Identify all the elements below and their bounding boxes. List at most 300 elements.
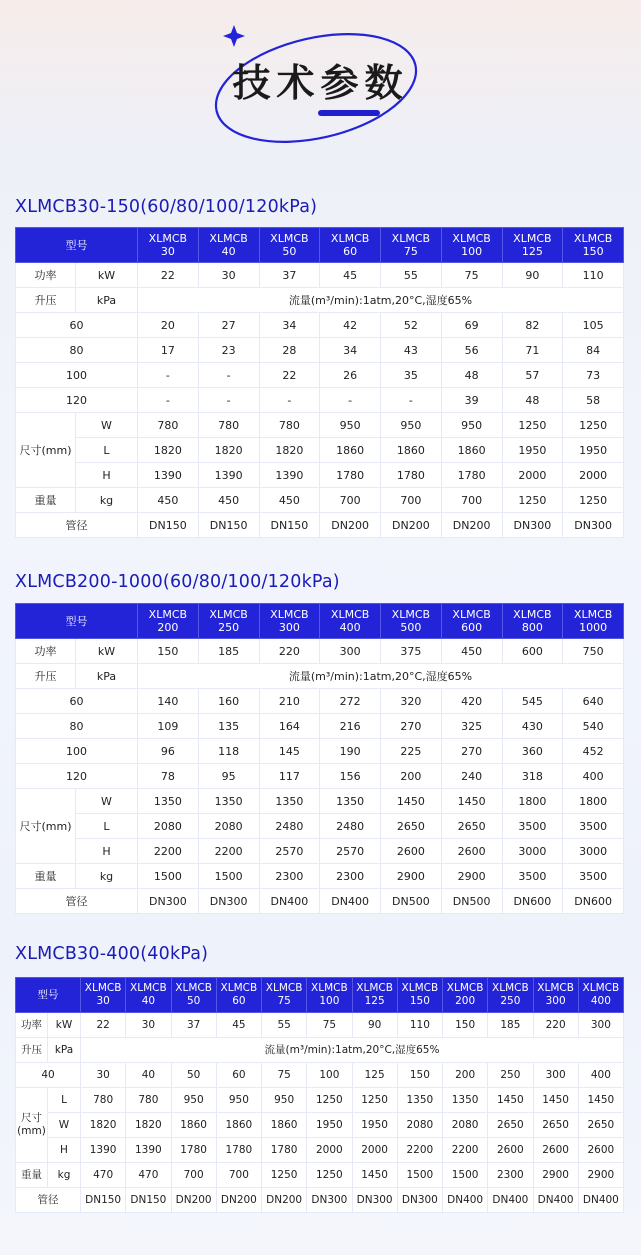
dim-H-value: 2000 <box>352 1138 397 1163</box>
flow-value: 34 <box>259 313 320 338</box>
pressure-label: 升压 <box>16 664 76 689</box>
power-value: 300 <box>320 639 381 664</box>
pipe-value: DN200 <box>381 513 442 538</box>
flow-value: - <box>320 388 381 413</box>
dim-W-value: 1450 <box>381 789 442 814</box>
dim-L-value: 780 <box>126 1088 171 1113</box>
power-value: 55 <box>381 263 442 288</box>
model-line1: XLMCB <box>265 982 303 994</box>
model-cell <box>443 978 488 1013</box>
flow-value: 60 <box>216 1063 261 1088</box>
flow-value: 96 <box>138 739 199 764</box>
flow-value: 216 <box>320 714 381 739</box>
dim-W-value: 1820 <box>81 1113 126 1138</box>
model-cell <box>533 978 578 1013</box>
flow-value: 23 <box>198 338 259 363</box>
power-value: 90 <box>502 263 563 288</box>
weight-value: 1500 <box>397 1163 442 1188</box>
model-line2: 50 <box>186 995 201 1007</box>
model-line2: 600 <box>461 621 483 634</box>
pipe-value: DN200 <box>171 1188 216 1213</box>
model-line1: XLMCB <box>311 982 348 994</box>
pressure-value: 100 <box>16 363 138 388</box>
model-line1: XLMCB <box>513 608 552 621</box>
model-line2: 250 <box>218 621 240 634</box>
dim-H-value: 3000 <box>563 839 624 864</box>
flow-value: - <box>381 388 442 413</box>
weight-value: 1250 <box>307 1163 352 1188</box>
power-value: 30 <box>126 1013 171 1038</box>
dim-H-value: 2000 <box>307 1138 352 1163</box>
dim-row-L <box>16 814 624 839</box>
dim-H-value: 2200 <box>198 839 259 864</box>
flow-value: 52 <box>381 313 442 338</box>
model-line2: 200 <box>157 621 179 634</box>
dim-row-H <box>16 463 624 488</box>
dim-W-value: 950 <box>381 413 442 438</box>
flow-row <box>16 363 624 388</box>
weight-row <box>16 488 624 513</box>
dim-L-value: 1350 <box>397 1088 442 1113</box>
flow-value: 39 <box>441 388 502 413</box>
flow-row <box>16 338 624 363</box>
size-label-line2: (mm) <box>17 1125 46 1137</box>
dim-H-value: 1390 <box>138 463 199 488</box>
dim-H-value: 2000 <box>502 463 563 488</box>
power-value: 45 <box>320 263 381 288</box>
dim-L-value: 1860 <box>381 438 442 463</box>
dim-W-value: 950 <box>320 413 381 438</box>
dim-H-label: H <box>76 839 138 864</box>
flow-value: 35 <box>381 363 442 388</box>
pipe-row <box>16 1188 624 1213</box>
flow-value: 300 <box>533 1063 578 1088</box>
power-row <box>16 263 624 288</box>
model-line2: 1000 <box>579 621 608 634</box>
spec-table-2 <box>15 603 624 914</box>
flow-value: 117 <box>259 764 320 789</box>
hero-banner <box>0 0 641 180</box>
dim-row-W <box>16 1113 624 1138</box>
flow-value: 71 <box>502 338 563 363</box>
model-line1: XLMCB <box>582 982 620 994</box>
pipe-value: DN200 <box>262 1188 307 1213</box>
header-row <box>16 604 624 639</box>
flow-value: 34 <box>320 338 381 363</box>
model-line2: 300 <box>278 621 300 634</box>
pipe-value: DN200 <box>320 513 381 538</box>
model-header: 型号 <box>16 604 138 639</box>
dim-W-value: 780 <box>198 413 259 438</box>
dim-H-label: H <box>76 463 138 488</box>
weight-value: 1250 <box>563 488 624 513</box>
dim-H-value: 1390 <box>126 1138 171 1163</box>
flow-value: 17 <box>138 338 199 363</box>
flow-value: 135 <box>198 714 259 739</box>
pressure-value: 80 <box>16 338 138 363</box>
flow-value: 540 <box>563 714 624 739</box>
flow-value: 56 <box>441 338 502 363</box>
power-value: 22 <box>138 263 199 288</box>
model-cell <box>81 978 126 1013</box>
dim-W-label: W <box>76 413 138 438</box>
power-value: 110 <box>563 263 624 288</box>
flow-value: 270 <box>381 714 442 739</box>
dim-L-label: L <box>76 814 138 839</box>
pipe-value: DN500 <box>441 889 502 914</box>
power-value: 55 <box>262 1013 307 1038</box>
power-value: 185 <box>198 639 259 664</box>
model-line2: 300 <box>545 995 566 1007</box>
flow-value: 42 <box>320 313 381 338</box>
flow-note: 流量(m³/min):1atm,20°C,湿度65% <box>81 1038 624 1063</box>
dim-W-value: 1860 <box>171 1113 216 1138</box>
model-line2: 60 <box>343 245 358 258</box>
model-line1: XLMCB <box>391 232 431 245</box>
weight-value: 450 <box>198 488 259 513</box>
flow-value: 210 <box>259 689 320 714</box>
weight-label: 重量 <box>16 864 76 889</box>
dim-L-value: 2080 <box>198 814 259 839</box>
flow-value: 145 <box>259 739 320 764</box>
model-line2: 800 <box>521 621 543 634</box>
dim-L-value: 1820 <box>259 438 320 463</box>
dim-W-value: 1860 <box>216 1113 261 1138</box>
power-unit: kW <box>48 1013 81 1038</box>
dim-H-value: 3000 <box>502 839 563 864</box>
dim-row-W <box>16 789 624 814</box>
dim-W-value: 1450 <box>441 789 502 814</box>
weight-value: 450 <box>138 488 199 513</box>
dim-L-value: 1950 <box>563 438 624 463</box>
pipe-value: DN300 <box>198 889 259 914</box>
pressure-row <box>16 1038 624 1063</box>
dim-L-value: 950 <box>171 1088 216 1113</box>
model-line2: 100 <box>461 245 483 258</box>
power-value: 22 <box>81 1013 126 1038</box>
dim-row-L <box>16 1088 624 1113</box>
pressure-row <box>16 664 624 689</box>
spec-table-1 <box>15 227 624 538</box>
model-line1: XLMCB <box>84 982 122 994</box>
dim-H-value: 2570 <box>259 839 320 864</box>
flow-value: 118 <box>198 739 259 764</box>
pipe-value: DN300 <box>397 1188 442 1213</box>
power-value: 90 <box>352 1013 397 1038</box>
flow-value: 140 <box>138 689 199 714</box>
dim-W-value: 2650 <box>578 1113 623 1138</box>
model-line1: XLMCB <box>148 232 188 245</box>
weight-value: 470 <box>81 1163 126 1188</box>
dim-row-W <box>16 413 624 438</box>
model-line1: XLMCB <box>356 982 393 994</box>
weight-value: 700 <box>381 488 442 513</box>
dim-L-value: 3500 <box>502 814 563 839</box>
size-label: 尺寸(mm) <box>16 789 76 864</box>
model-cell <box>262 978 307 1013</box>
model-header: 型号 <box>16 228 138 263</box>
header-row <box>16 978 624 1013</box>
model-line1: XLMCB <box>573 608 613 621</box>
model-cell <box>198 604 259 639</box>
model-line2: 400 <box>339 621 361 634</box>
dim-L-value: 1450 <box>488 1088 533 1113</box>
dim-W-value: 2650 <box>488 1113 533 1138</box>
flow-row <box>16 313 624 338</box>
power-value: 150 <box>138 639 199 664</box>
dim-H-value: 2200 <box>397 1138 442 1163</box>
flow-value: 545 <box>502 689 563 714</box>
dim-L-value: 1450 <box>578 1088 623 1113</box>
model-line2: 60 <box>232 995 246 1007</box>
pipe-value: DN600 <box>563 889 624 914</box>
weight-value: 3500 <box>502 864 563 889</box>
model-cell <box>381 604 442 639</box>
weight-value: 1500 <box>443 1163 488 1188</box>
dim-L-value: 1860 <box>320 438 381 463</box>
weight-row <box>16 864 624 889</box>
model-cell <box>441 228 502 263</box>
model-line1: XLMCB <box>148 608 188 621</box>
model-line1: XLMCB <box>391 608 431 621</box>
power-label: 功率 <box>16 1013 48 1038</box>
power-value: 37 <box>259 263 320 288</box>
dim-L-value: 2650 <box>381 814 442 839</box>
weight-value: 470 <box>126 1163 171 1188</box>
model-cell <box>216 978 261 1013</box>
power-value: 375 <box>381 639 442 664</box>
flow-value: 200 <box>381 764 442 789</box>
flow-value: 452 <box>563 739 624 764</box>
model-header: 型号 <box>16 978 81 1013</box>
pipe-value: DN150 <box>81 1188 126 1213</box>
model-line1: XLMCB <box>492 982 529 994</box>
flow-value: 225 <box>381 739 442 764</box>
weight-value: 1500 <box>198 864 259 889</box>
dim-L-value: 780 <box>81 1088 126 1113</box>
table-2-title: XLMCB200-1000(60/80/100/120kPa) <box>15 572 340 592</box>
weight-unit: kg <box>48 1163 81 1188</box>
model-cell <box>259 604 320 639</box>
sparkle-icon <box>223 25 245 47</box>
dim-W-value: 2650 <box>533 1113 578 1138</box>
weight-value: 700 <box>171 1163 216 1188</box>
model-line1: XLMCB <box>401 982 439 994</box>
model-cell <box>441 604 502 639</box>
weight-value: 700 <box>441 488 502 513</box>
dim-L-value: 1860 <box>441 438 502 463</box>
pipe-value: DN150 <box>259 513 320 538</box>
dim-W-value: 1820 <box>126 1113 171 1138</box>
model-cell <box>502 604 563 639</box>
model-line1: XLMCB <box>130 982 167 994</box>
power-value: 75 <box>307 1013 352 1038</box>
pressure-value: 60 <box>16 313 138 338</box>
pressure-unit: kPa <box>76 664 138 689</box>
weight-value: 2900 <box>381 864 442 889</box>
pipe-label: 管径 <box>16 513 138 538</box>
weight-value: 1250 <box>262 1163 307 1188</box>
pressure-unit: kPa <box>76 288 138 313</box>
dim-H-value: 2200 <box>138 839 199 864</box>
model-cell <box>563 604 624 639</box>
flow-value: 240 <box>441 764 502 789</box>
flow-value: 320 <box>381 689 442 714</box>
dim-H-value: 2000 <box>563 463 624 488</box>
flow-value: 82 <box>502 313 563 338</box>
flow-value: 318 <box>502 764 563 789</box>
size-label <box>16 1088 48 1163</box>
weight-value: 3500 <box>563 864 624 889</box>
flow-value: 95 <box>198 764 259 789</box>
page-title: 技术参数 <box>232 61 409 105</box>
pressure-unit: kPa <box>48 1038 81 1063</box>
flow-value: 640 <box>563 689 624 714</box>
power-value: 300 <box>578 1013 623 1038</box>
model-cell <box>563 228 624 263</box>
model-line1: XLMCB <box>270 232 309 245</box>
dim-L-value: 950 <box>262 1088 307 1113</box>
pipe-label: 管径 <box>16 1188 81 1213</box>
weight-row <box>16 1163 624 1188</box>
pipe-row <box>16 889 624 914</box>
dim-row-H <box>16 1138 624 1163</box>
flow-note: 流量(m³/min):1atm,20°C,湿度65% <box>138 288 624 313</box>
flow-value: 190 <box>320 739 381 764</box>
dim-W-value: 1800 <box>502 789 563 814</box>
flow-value: 109 <box>138 714 199 739</box>
flow-value: 78 <box>138 764 199 789</box>
model-cell <box>138 604 199 639</box>
pipe-value: DN150 <box>126 1188 171 1213</box>
pipe-value: DN300 <box>138 889 199 914</box>
model-cell <box>198 228 259 263</box>
flow-value: 200 <box>443 1063 488 1088</box>
flow-value: 20 <box>138 313 199 338</box>
flow-value: 26 <box>320 363 381 388</box>
size-label: 尺寸(mm) <box>16 413 76 488</box>
pressure-value: 120 <box>16 388 138 413</box>
table-3-title: XLMCB30-400(40kPa) <box>15 944 209 964</box>
power-value: 110 <box>397 1013 442 1038</box>
flow-value: 400 <box>563 764 624 789</box>
model-line2: 100 <box>319 995 340 1007</box>
model-line2: 125 <box>364 995 385 1007</box>
dim-L-value: 2080 <box>138 814 199 839</box>
model-line1: XLMCB <box>330 232 370 245</box>
flow-value: 69 <box>441 313 502 338</box>
flow-row <box>16 764 624 789</box>
dim-row-H <box>16 839 624 864</box>
pipe-value: DN150 <box>198 513 259 538</box>
spec-table-3 <box>15 977 624 1213</box>
flow-value: 156 <box>320 764 381 789</box>
pipe-value: DN400 <box>533 1188 578 1213</box>
model-line2: 500 <box>400 621 422 634</box>
pipe-value: DN300 <box>502 513 563 538</box>
power-unit: kW <box>76 639 138 664</box>
model-cell <box>171 978 216 1013</box>
power-value: 37 <box>171 1013 216 1038</box>
flow-value: 73 <box>563 363 624 388</box>
pressure-value: 100 <box>16 739 138 764</box>
flow-value: 420 <box>441 689 502 714</box>
weight-unit: kg <box>76 488 138 513</box>
dim-L-label: L <box>48 1088 81 1113</box>
flow-value: 22 <box>259 363 320 388</box>
weight-unit: kg <box>76 864 138 889</box>
model-cell <box>320 604 381 639</box>
power-value: 600 <box>502 639 563 664</box>
model-line1: XLMCB <box>452 232 491 245</box>
model-cell <box>307 978 352 1013</box>
flow-value: 50 <box>171 1063 216 1088</box>
flow-value: - <box>138 363 199 388</box>
model-line2: 75 <box>277 995 291 1007</box>
dim-H-value: 1390 <box>259 463 320 488</box>
flow-value: 160 <box>198 689 259 714</box>
weight-value: 450 <box>259 488 320 513</box>
power-value: 185 <box>488 1013 533 1038</box>
power-value: 150 <box>443 1013 488 1038</box>
dim-H-value: 2600 <box>488 1138 533 1163</box>
dim-H-value: 2600 <box>441 839 502 864</box>
model-line2: 50 <box>282 245 297 258</box>
flow-value: 30 <box>81 1063 126 1088</box>
pipe-value: DN300 <box>307 1188 352 1213</box>
model-line1: XLMCB <box>573 232 613 245</box>
dim-W-value: 1350 <box>138 789 199 814</box>
model-cell <box>126 978 171 1013</box>
model-line2: 400 <box>590 995 611 1007</box>
flow-value: 40 <box>126 1063 171 1088</box>
model-line1: XLMCB <box>446 982 484 994</box>
flow-value: 100 <box>307 1063 352 1088</box>
flow-row <box>16 388 624 413</box>
dim-W-value: 1800 <box>563 789 624 814</box>
flow-value: - <box>138 388 199 413</box>
pressure-row <box>16 288 624 313</box>
flow-value: - <box>259 388 320 413</box>
flow-value: 57 <box>502 363 563 388</box>
flow-value: 43 <box>381 338 442 363</box>
pressure-label: 升压 <box>16 288 76 313</box>
flow-value: 75 <box>262 1063 307 1088</box>
power-value: 220 <box>533 1013 578 1038</box>
flow-value: 27 <box>198 313 259 338</box>
weight-value: 700 <box>320 488 381 513</box>
model-line1: XLMCB <box>209 608 248 621</box>
dim-L-value: 3500 <box>563 814 624 839</box>
dim-W-value: 1950 <box>307 1113 352 1138</box>
model-cell <box>502 228 563 263</box>
pipe-value: DN200 <box>216 1188 261 1213</box>
flow-value: 360 <box>502 739 563 764</box>
dim-L-value: 950 <box>216 1088 261 1113</box>
model-line2: 40 <box>221 245 236 258</box>
model-line2: 30 <box>160 245 175 258</box>
model-line1: XLMCB <box>270 608 309 621</box>
dim-W-value: 1350 <box>198 789 259 814</box>
header-row <box>16 228 624 263</box>
weight-value: 1500 <box>138 864 199 889</box>
dim-L-value: 1250 <box>307 1088 352 1113</box>
model-line2: 30 <box>96 995 110 1007</box>
power-unit: kW <box>76 263 138 288</box>
pressure-value: 60 <box>16 689 138 714</box>
model-line2: 200 <box>455 995 476 1007</box>
dim-H-value: 2600 <box>533 1138 578 1163</box>
